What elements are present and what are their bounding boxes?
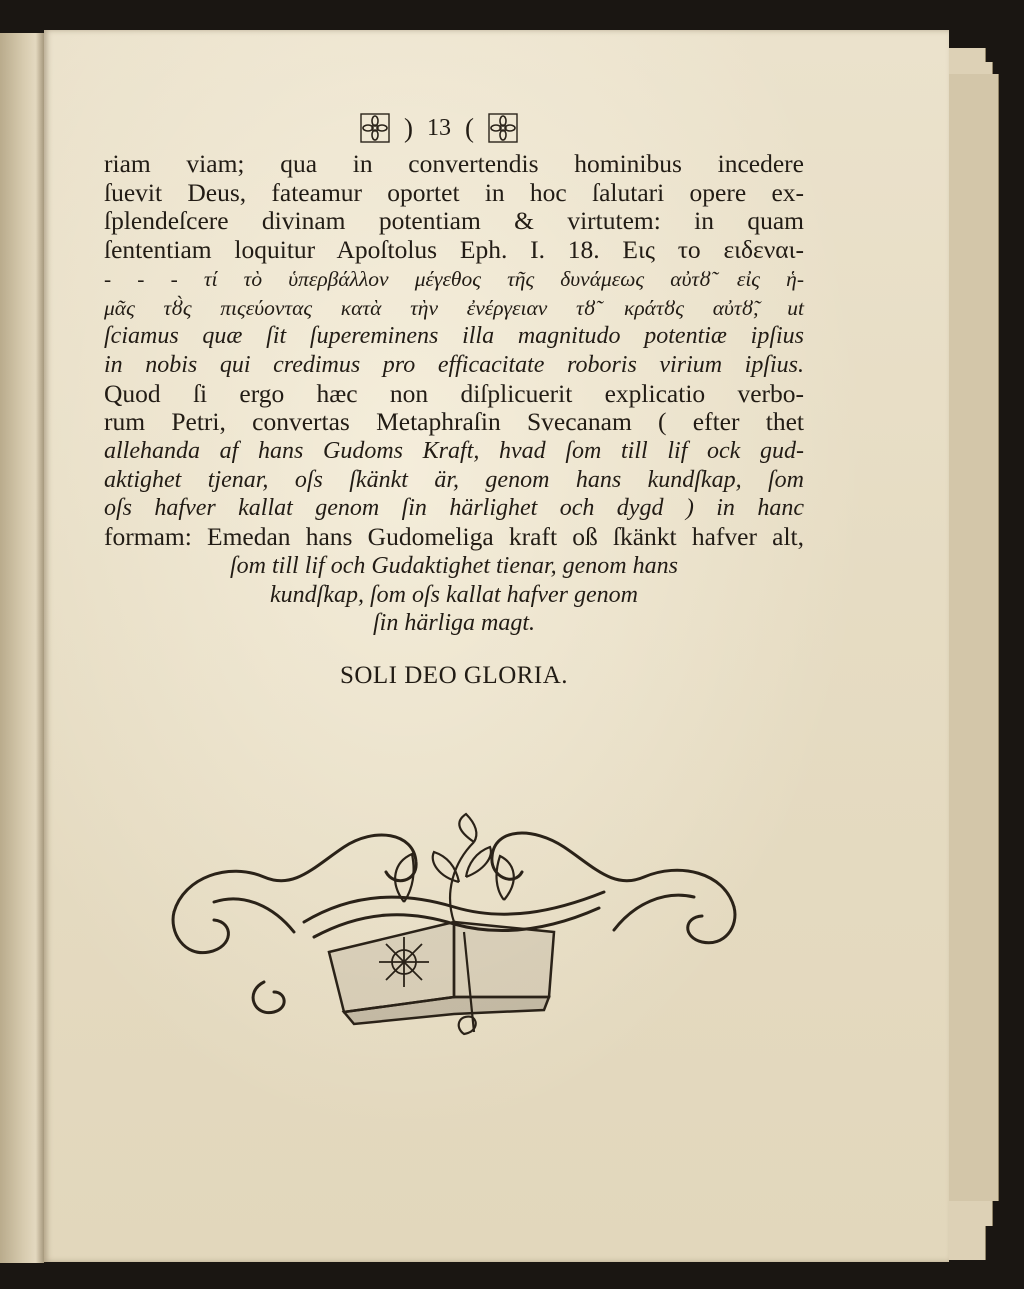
header-bracket-right: ( [465, 112, 474, 143]
page-stack [945, 48, 1001, 1260]
page-header [294, 106, 584, 150]
text-line: ſententiam loquitur Apoſtolus Eph. I. 18. Εις το ειδεναι- [104, 235, 804, 265]
text-line: ſuevit Deus, fateamur oportet in hoc ſalutari opere ex- [104, 177, 804, 207]
centered-line: ſom till lif och Gudaktighet tienar, genom hans [230, 552, 678, 579]
italic-text-line: oſs hafver kallat genom ſin härlighet och dygd ) in hanc [104, 495, 804, 522]
closing-doxology: SOLI DEO GLORIA. [339, 662, 569, 689]
text-line: riam viam; qua in convertendis hominibus incedere [104, 149, 804, 178]
rosette-icon [360, 113, 390, 143]
centered-line: ſin härliga magt. [372, 610, 535, 637]
body-text [104, 150, 804, 638]
greek-text-line: - - - τί τὸ ὑπερβάλλον μέγεθος τῆς δυνάμεως αὐτȣ̃ εἰς ἡ- [104, 266, 804, 291]
page-number: 13 [427, 114, 451, 141]
greek-text-line: μᾶς τȣ̀ς πιςεύοντας κατὰ τὴν ἐνέργειαν τȣ̃ κράτȣς αὐτȣ̃, ut [104, 295, 804, 320]
italic-text-line: aktighet tjenar, oſs ſkänkt är, genom hans kundſkap, ſom [104, 466, 804, 493]
rosette-icon [488, 113, 518, 143]
header-bracket-left: ) [404, 112, 413, 143]
text-line: formam: Emedan hans Gudomeliga kraft oß ſkänkt hafver alt, [104, 522, 804, 552]
italic-text-line: allehanda af hans Gudoms Kraft, hvad ſom till lif ock gud- [104, 438, 804, 465]
text-line: Quod ſi ergo hæc non diſplicuerit explicatio verbo- [104, 378, 804, 408]
book-page [44, 30, 949, 1262]
italic-text-line: in nobis qui credimus pro efficacitate roboris virium ipſius. [104, 351, 804, 378]
text-line: ſplendeſcere divinam potentiam & virtutem: in quam [104, 206, 804, 236]
centered-line: kundſkap, ſom oſs kallat hafver genom [270, 581, 638, 608]
italic-text-line: ſciamus quæ ſit ſupereminens illa magnitudo potentiæ ipſius [104, 323, 804, 350]
text-line: rum Petri, convertas Metaphraſin Svecanam ( efter thet [104, 407, 804, 437]
book-and-scroll-ornament-icon [154, 782, 754, 1042]
